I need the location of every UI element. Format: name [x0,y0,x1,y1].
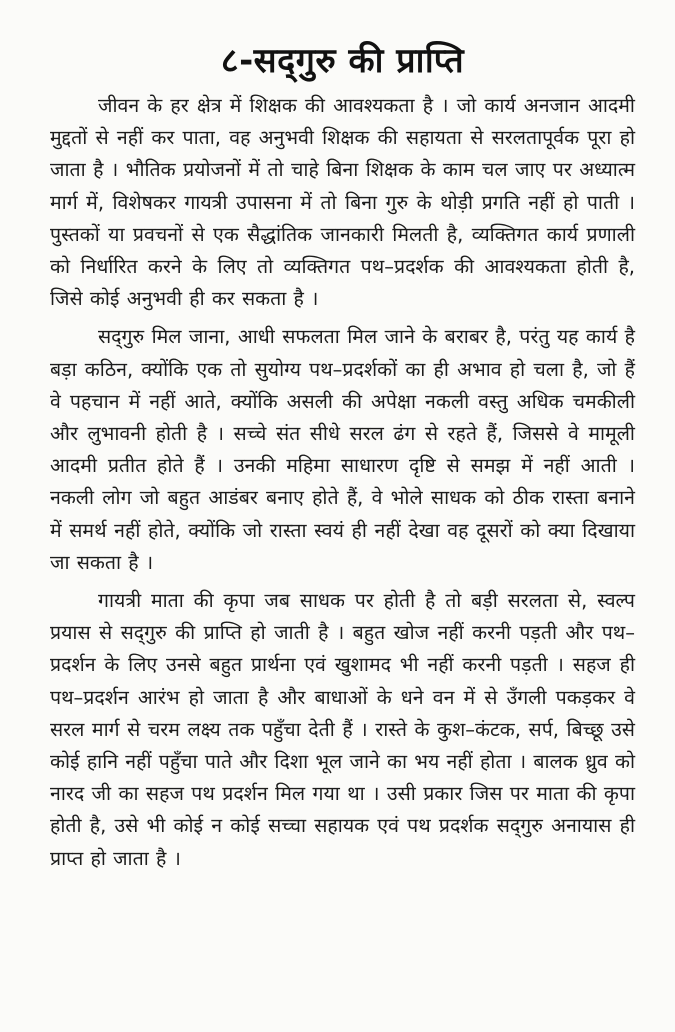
chapter-title: ८-सद्‌गुरु की प्राप्ति [220,41,465,81]
paragraph-2: सद्‌गुरु मिल जाना, आधी सफलता मिल जाने के बराबर है, परंतु यह कार्य है बड़ा कठिन, क्योंकि एक तो सुयोग्य पथ–प्रदर्शकों का ही अभाव हो चला है, जो हैं वे पहचान में नहीं आते, क्योंकि असली की अपेक्षा नकली वस्तु अधिक चमकीली और लुभावनी होती है । सच्चे संत सीधे सरल ढंग से रहते हैं, जिससे वे मामूली आदमी प्रतीत होते हैं । उनकी महिमा साधारण दृष्टि से समझ में नहीं आती । नकली लोग जो बहुत आडंबर बनाए होते हैं, वे भोले साधक को ठीक रास्ता बनाने में समर्थ नहीं होते, क्योंकि जो रास्ता स्वयं ही नहीं देखा वह दूसरों को क्या दिखाया जा सकता है । [50,325,635,574]
paragraph-3: गायत्री माता की कृपा जब साधक पर होती है तो बड़ी सरलता से, स्वल्प प्रयास से सद्‌गुरु की प्राप्ति हो जाती है । बहुत खोज नहीं करनी पड़ती और पथ–प्रदर्शन के लिए उनसे बहुत प्रार्थना एवं खुशामद भी नहीं करनी पड़ती । सहज ही पथ–प्रदर्शन आरंभ हो जाता है और बाधाओं के धने वन में से उँगली पकड़कर वे सरल मार्ग से चरम लक्ष्य तक पहुँचा देती हैं । रास्ते के कुश–कंटक, सर्प, बिच्छू उसे कोई हानि नहीं पहुँचा पाते और दिशा भूल जाने का भय नहीं होता । बालक ध्रुव को नारद जी का सहज पथ प्रदर्शन मिल गया था । उसी प्रकार जिस पर माता की कृपा होती है, उसे भी कोई न कोई सच्चा सहायक एवं पथ प्रदर्शक सद्‌गुरु अनायास ही प्राप्त हो जाता है । [50,589,635,870]
paragraph-1: जीवन के हर क्षेत्र में शिक्षक की आवश्यकता है । जो कार्य अनजान आदमी मुद्दतों से नहीं कर पाता, वह अनुभवी शिक्षक की सहायता से सरलतापूर्वक पूरा हो जाता है । भौतिक प्रयोजनों में तो चाहे बिना शिक्षक के काम चल जाए पर अध्यात्म मार्ग में, विशेषकर गायत्री उपासना में तो बिना गुरु के थोड़ी प्रगति नहीं हो पाती । पुस्तकों या प्रवचनों से एक सैद्धांतिक जानकारी मिलती है, व्यक्तिगत कार्य प्रणाली को निर्धारित करने के लिए तो व्यक्तिगत पथ–प्रदर्शक की आवश्यकता होती है, जिसे कोई अनुभवी ही कर सकता है । [50,94,635,311]
document-page [50,38,635,881]
